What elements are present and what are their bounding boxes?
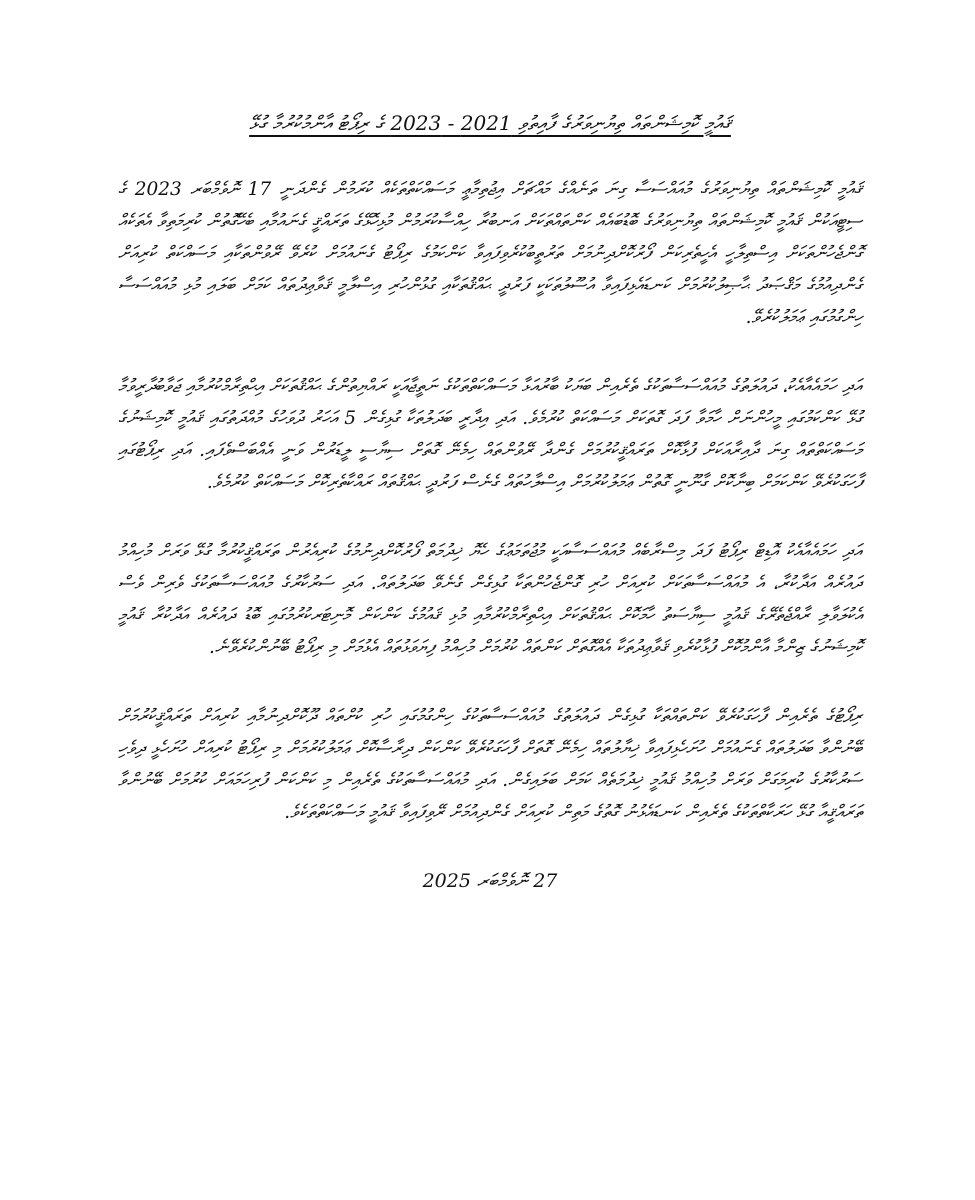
paragraph-3	[118, 536, 862, 664]
paragraph-4	[118, 701, 862, 829]
paragraph-2-text: އަދި ހަމައެއާއެކު، ދައުލަތުގެ މުއައްސަސާތަކުގެ ތެރެއިން ބަޔަކު ބާރުއަޅާ މަސައްކަތްތަކުގެ ނަތީޖާއަކީ ރައްޔިތުންގެ ޙައްޤުތަކަށް އިޙްތިރާމްކުރުމާއި ޖަވާބުދާރީވުމާ ގުޅޭ ކަންކަމުގައި މީހުންނަށް ހާމަވާ ފަދަ ގޮތަކަށް މަސައްކަތް ކުރުމެވެ. އަދި އިދާރީ ބަދަލުތަކާ ގުޅިގެން 5 އަހަރު ދުވަހުގެ މުއްދަތުގައި ޤައުމީ ކޮމިޝަނުގެ މަސައްކަތްތައް ގިނަ ދާއިރާއަކަށް ފުޅާކޮށް ތަރައްޤީކުރުމަށް ގެންދާ ރޭވުންތައް ހިމެނޭ ގޮތަށް ސިޔާސީ ލީޑަރުން ވަނީ އެއްބަސްވެފައި. އަދި ރިޕޯޓުގައި ފާހަގަކުރެވޭ ކަންކަމަށް ބިނާކޮށް ގާނޫނީ ގޮތުން ޢަމަލުކުރުމަށް އިސްލާހުތައް ގެނެސް ފަރުދީ ޙައްޤުތައް ރައްކާތެރިކޮށް މަސައްކަތް ކުރުމެވެ.	[118, 376, 862, 493]
paragraph-1	[118, 174, 862, 334]
paragraph-3-text: އަދި ހަމައެއާއެކު އޮޑިޓް ރިޕޯޓު ފަދަ މިސްރާބެއް މުއައްސަސާއަކީ މުޖުތަމަޢުގެ ހެޔޮ ޚިދުމަތް ފޯރުކޮށްދިނުމުގެ ކުރިއެރުން ތަރައްޤީކުރުމާ ގުޅޭ ވަރަށް މުހިއްމު ދައުރެއް އަދާކުރާ، އެ މުއައްސަސާތަކަށް ކުރިއަށް ހުރި ގޮންޖެހުންތަކާ ގުޅިގެން ގެނެވޭ ބަދަލުތައް. އަދި ސަރުކާރުގެ މުއައްސަސާތަކުގެ ވެރިން ވެސް އެކުލަވާލި ރާއްޖެތެރޭގެ ޤައުމީ ސިޔާސަތު ހާމަކޮށް ޙައްޤުތަކަށް އިޙްތިރާމްކުރުމާއި މުޅި ޤައުމުގެ ކަންކަން މޮނިޓަރކުރުމުގައި ބޮޑު ދައުރެއް އަދާކުރާ ޤައުމީ ކޮމިޝަނުގެ ޒިންމާ އާންމުކޮށް ފުޅާކުރެވި ޤަވާޢިދުތަކާ އެއްގޮތަށް ކަންތައް ކުރުމަށް މުހިއްމު ފިޔަވަޅުތައް އެޅުމަށް މި ރިޕޯޓު ބޭނުންކުރެވޭނެ.	[118, 541, 862, 658]
document-body	[118, 108, 862, 896]
paragraph-1-text: ޤައުމީ ކޮމިޝަންތައް ތިޔުނިވަރުގެ މުއައްސަސާ ގިނަ ތަނެއްގެ މައްޗަށް އިޖުތިމާޢީ މަސައްކަތްތަކެއް ކުރަމުން ގެންދަނީ 17 ނޮވެމްބަރ 2023 ގެ ސިޓީއަކުން ޤައުމީ ކޮމިޝަންތައް ތިޔުނިވަރުގެ ބޮޑުބައެއް ކަންތައްތަކަށް އަނބުރާ ހިއްސާކުރަމުން މުޅިހޮޅޭގެ ތަރައްޤީ ގެނައުމާއި ބެހޭގޮތުން ކުރިމަތިވާ އެތަކެއް ގޮންޖެހުންތަކަށް އިސްތިލާހީ އެހީތެރިކަން ފޯރުކޮށްދިނުމަށް ތަރުތީބުކުރެވިފައިވާ ކަންކަމުގެ ރިޕޯޓު ގެނައުމަށް ކުރެވޭ ރޭވުންތަކާއި މަސައްކަތް ކުރިއަށް ގެންދިއުމުގެ މަޤްޞަދު ޙާޞިލުކުރުމަށް ކަނޑައެޅިފައިވާ އުސޫލުތަކަކީ ފަރުދީ ޙައްޤުތަކާއި ގުޅުންހުރި އިސްލާމީ ޤަވާޢިދުތައް ކަމަށް ބަލައި މުޅި މުއައްސަސާ ހިންގުމުގައި ޢަމަލުކުރެވޭ.	[118, 179, 862, 328]
document-title: ޤައުމީ ކޮމިޝަންތައް ތިޔުނިވަރުގެ ފާއިތުވި 2021 - 2023 ގެ ރިޕޯޓު އާންމުކުރުމާ ގުޅޭ	[249, 111, 731, 135]
document-date: 27 ނޮވެމްބަރ 2025	[422, 870, 558, 892]
paragraph-2	[118, 371, 862, 499]
paragraph-4-text: ރިޕޯޓުގެ ތެރެއިން ފާހަގަކުރެވޭ ކަންތައްތަކާ ގުޅިގެން ދައުލަތުގެ މުއައްސަސާތަކުގެ ހިންގުމުގައި ހުރި ކުށްތައް ދޫކޮށްދިނުމާއި ކުރިއަށް ތަރައްޤީކުރުމަށް ބޭނުންވާ ބަދަލުތައް ގެނައުމަށް ހުށަހެޅިފައިވާ ޚިޔާލުތައް ހިމެނޭ ގޮތަށް ފާހަގަކުރެވޭ ކަންކަން ދިރާސާކޮށް ޢަމަލުކުރުމަށް މި ރިޕޯޓު ކުރިއަށް ހުށަހެޅީ ދިވެހި ސަރުކާރުގެ ކުރިމަގަށް ވަރަށް މުހިއްމު ޤައުމީ ޚިދުމަތެއް ކަމަށް ބަލައިގެން. އަދި މުއައްސަސާތަކުގެ ތެރެއިން މި ކަންކަން ފުރިހަމައަށް ކުރުމަށް ބޭނުންވާ ތަރައްޤީއާ ގުޅޭ ހަރަކާތްތަކުގެ ތެރެއިން ކަނޑައެޅުނު ގޮތުގެ މަތިން ކުރިއަށް ގެންދިއުމަށް ރޭވިފައިވާ ޤައުމީ މަސައްކަތްތަކެވެ.	[118, 706, 862, 823]
